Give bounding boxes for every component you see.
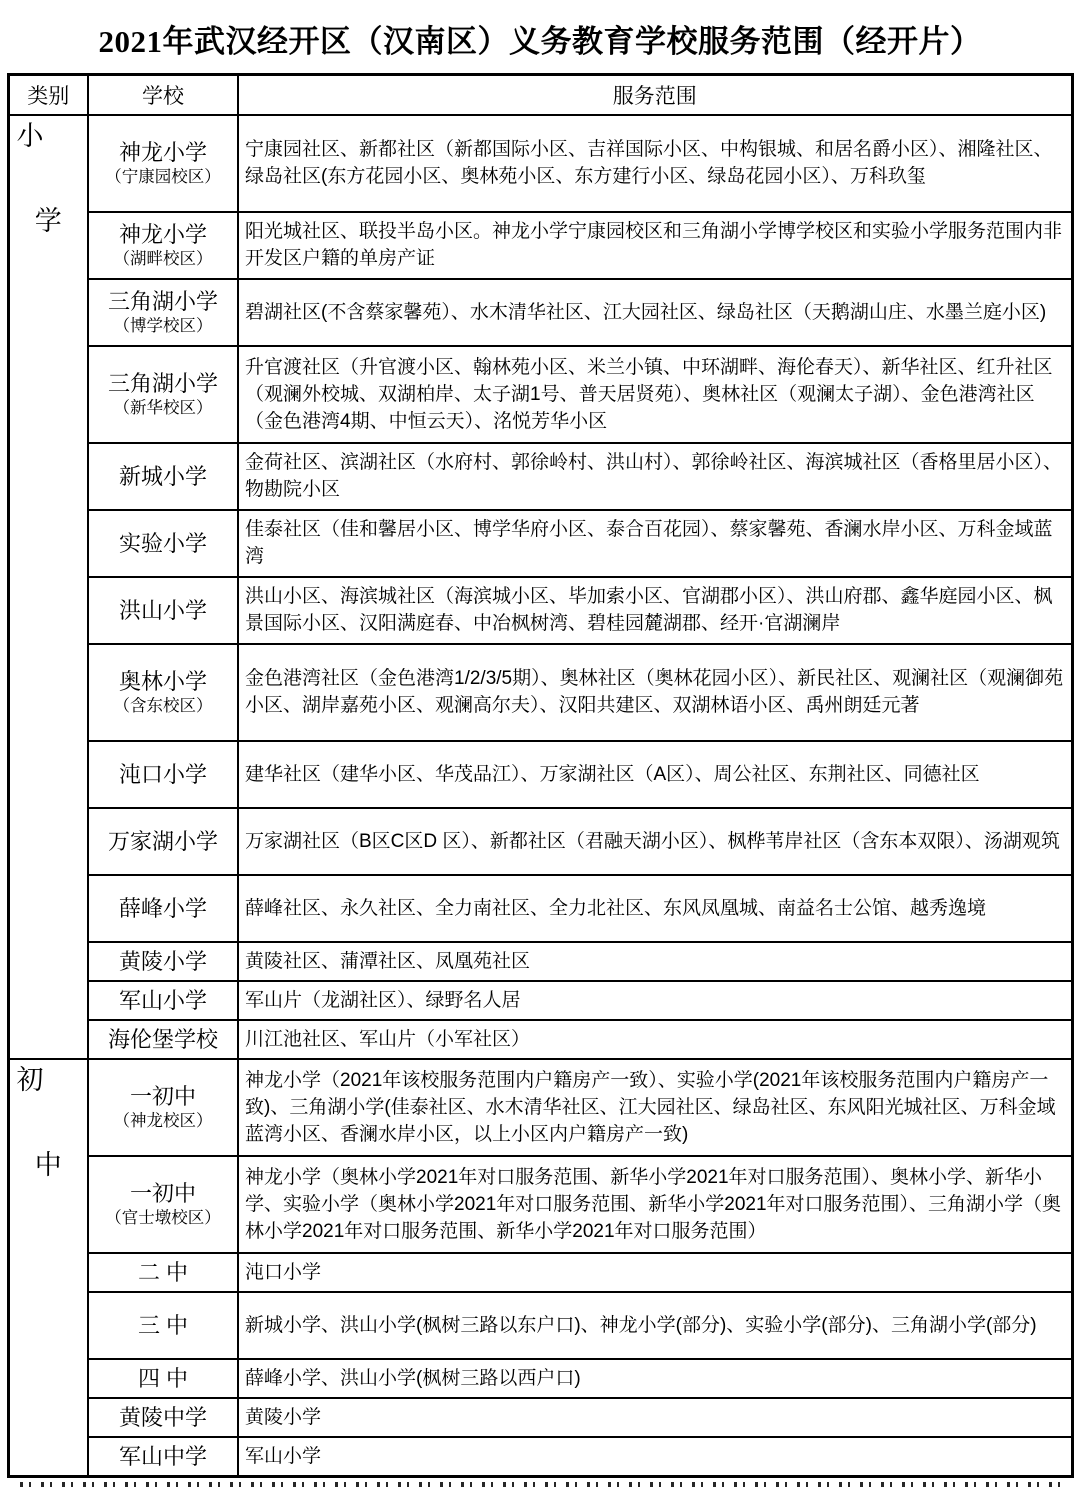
school-name: 黄陵小学 xyxy=(118,948,207,974)
scope-cell: 金色港湾社区（金色港湾1/2/3/5期）、奥林社区（奥林花园小区）、新民社区、观澜社区（观澜御苑小区、湖岸嘉苑小区、观澜高尔夫）、汉阳共建区、双湖林语小区、禹州朗廷元著 xyxy=(238,644,1072,741)
school-campus: （神龙校区） xyxy=(113,1111,213,1130)
school-campus: （含东校区） xyxy=(113,696,213,715)
table-row xyxy=(8,510,1072,577)
table-row xyxy=(8,443,1072,510)
school-cell xyxy=(88,346,238,443)
col-header-school: 学校 xyxy=(88,75,238,116)
school-name: 神龙小学 xyxy=(118,222,207,248)
school-name: 三角湖小学 xyxy=(107,289,218,315)
school-cell xyxy=(88,510,238,577)
scope-cell: 宁康园社区、新都社区（新都国际小区、吉祥国际小区、中构银城、和居名爵小区）、湘隆社区、绿岛社区(东方花园小区、奥林苑小区、东方建行小区、绿岛花园小区）、万科玖玺 xyxy=(238,115,1072,212)
school-name: 二 中 xyxy=(137,1259,189,1285)
scope-cell: 新城小学、洪山小学(枫树三路以东户口)、神龙小学(部分)、实验小学(部分)、三角湖小学(部分) xyxy=(238,1292,1072,1359)
col-header-category: 类别 xyxy=(8,75,88,116)
scope-cell: 建华社区（建华小区、华茂品江）、万家湖社区（A区）、周公社区、东荆社区、同德社区 xyxy=(238,741,1072,808)
school-name: 奥林小学 xyxy=(118,669,207,695)
school-name: 四 中 xyxy=(137,1365,189,1391)
school-name: 新城小学 xyxy=(118,463,207,489)
school-cell xyxy=(88,115,238,212)
scope-cell: 升官渡社区（升官渡小区、翰林苑小区、米兰小镇、中环湖畔、海伦春天）、新华社区、红升社区（观澜外校城、双湖柏岸、太子湖1号、普天居贤苑）、奥林社区（观澜太子湖）、金色港湾社区（金色港湾4期、中恒云天）、洺悦芳华小区 xyxy=(238,346,1072,443)
school-cell xyxy=(88,1292,238,1359)
scope-cell: 神龙小学（2021年该校服务范围内户籍房产一致）、实验小学(2021年该校服务范围内户籍房产一致)、三角湖小学(佳泰社区、水木清华社区、江大园社区、绿岛社区、东风阳光城社区、万科金域蓝湾小区、香澜水岸小区，以上小区内户籍房产一致) xyxy=(238,1059,1072,1156)
school-cell xyxy=(88,1020,238,1059)
header-row xyxy=(8,75,1072,116)
school-cell xyxy=(88,1156,238,1253)
school-name: 黄陵中学 xyxy=(118,1404,207,1430)
school-campus: （博学校区） xyxy=(113,316,213,335)
school-cell xyxy=(88,808,238,875)
scope-cell: 神龙小学（奥林小学2021年对口服务范围、新华小学2021年对口服务范围）、奥林小学、新华小学、实验小学（奥林小学2021年对口服务范围、新华小学2021年对口服务范围）、三角湖小学（奥林小学2021年对口服务范围、新华小学2021年对口服务范围） xyxy=(238,1156,1072,1253)
school-name: 海伦堡学校 xyxy=(107,1026,218,1052)
school-service-table xyxy=(7,73,1074,1478)
school-campus: （宁康园校区） xyxy=(105,167,221,186)
table-row xyxy=(8,212,1072,279)
school-cell xyxy=(88,1059,238,1156)
category-cell-junior xyxy=(8,1059,88,1477)
clipped-footnote-line xyxy=(20,1482,1060,1487)
school-campus: （新华校区） xyxy=(113,398,213,417)
table-row xyxy=(8,279,1072,346)
school-name: 神龙小学 xyxy=(118,140,207,166)
school-cell xyxy=(88,577,238,644)
school-campus: （官士墩校区） xyxy=(105,1208,221,1227)
school-name: 万家湖小学 xyxy=(107,828,218,854)
school-name: 实验小学 xyxy=(118,530,207,556)
table-row xyxy=(8,1359,1072,1398)
table-row xyxy=(8,741,1072,808)
school-name: 一初中 xyxy=(129,1181,196,1207)
category-char: 初 xyxy=(16,1065,44,1095)
school-name: 三 中 xyxy=(137,1312,189,1338)
school-cell xyxy=(88,875,238,942)
scope-cell: 军山片（龙湖社区）、绿野名人居 xyxy=(238,981,1072,1020)
school-cell xyxy=(88,212,238,279)
school-cell xyxy=(88,1253,238,1292)
scope-cell: 黄陵小学 xyxy=(238,1398,1072,1437)
table-row xyxy=(8,808,1072,875)
table-row xyxy=(8,644,1072,741)
school-name: 洪山小学 xyxy=(118,597,207,623)
table-row xyxy=(8,346,1072,443)
category-cell-primary xyxy=(8,115,88,1059)
school-name: 三角湖小学 xyxy=(107,371,218,397)
table-row xyxy=(8,1437,1072,1477)
school-campus: （湖畔校区） xyxy=(113,249,213,268)
document-page xyxy=(0,16,1080,1487)
scope-cell: 佳泰社区（佳和馨居小区、博学华府小区、泰合百花园）、蔡家馨苑、香澜水岸小区、万科金域蓝湾 xyxy=(238,510,1072,577)
col-header-scope: 服务范围 xyxy=(238,75,1072,116)
table-row xyxy=(8,875,1072,942)
school-cell xyxy=(88,279,238,346)
table-row xyxy=(8,1020,1072,1059)
table-row xyxy=(8,1059,1072,1156)
table-row xyxy=(8,1398,1072,1437)
category-char: 学 xyxy=(34,205,62,236)
scope-cell: 阳光城社区、联投半岛小区。神龙小学宁康园校区和三角湖小学博学校区和实验小学服务范围内非开发区户籍的单房产证 xyxy=(238,212,1072,279)
table-row xyxy=(8,981,1072,1020)
scope-cell: 川江池社区、军山片（小军社区） xyxy=(238,1020,1072,1059)
page-title: 2021年武汉经开区（汉南区）义务教育学校服务范围（经开片） xyxy=(98,24,982,59)
table-row xyxy=(8,1156,1072,1253)
table-row xyxy=(8,115,1072,212)
scope-cell: 薛峰小学、洪山小学(枫树三路以西户口) xyxy=(238,1359,1072,1398)
scope-cell: 金荷社区、滨湖社区（水府村、郭徐岭村、洪山村）、郭徐岭社区、海滨城社区（香格里居小区）、物勘院小区 xyxy=(238,443,1072,510)
school-cell xyxy=(88,942,238,981)
school-name: 军山中学 xyxy=(118,1443,207,1469)
school-cell xyxy=(88,981,238,1020)
scope-cell: 军山小学 xyxy=(238,1437,1072,1477)
school-cell xyxy=(88,644,238,741)
table-row xyxy=(8,942,1072,981)
school-cell xyxy=(88,1437,238,1477)
scope-cell: 万家湖社区（B区C区D 区）、新都社区（君融天湖小区）、枫桦苇岸社区（含东本双限）、汤湖观筑 xyxy=(238,808,1072,875)
scope-cell: 黄陵社区、蒲潭社区、凤凰苑社区 xyxy=(238,942,1072,981)
category-char: 中 xyxy=(34,1149,62,1180)
school-name: 沌口小学 xyxy=(118,761,207,787)
school-name: 薛峰小学 xyxy=(118,895,207,921)
school-name: 军山小学 xyxy=(118,987,207,1013)
table-row xyxy=(8,1253,1072,1292)
table-row xyxy=(8,577,1072,644)
school-name: 一初中 xyxy=(129,1084,196,1110)
table-row xyxy=(8,1292,1072,1359)
school-cell xyxy=(88,1359,238,1398)
school-cell xyxy=(88,443,238,510)
school-cell xyxy=(88,1398,238,1437)
scope-cell: 碧湖社区(不含蔡家馨苑）、水木清华社区、江大园社区、绿岛社区（天鹅湖山庄、水墨兰庭小区) xyxy=(238,279,1072,346)
category-char: 小 xyxy=(16,121,44,151)
scope-cell: 沌口小学 xyxy=(238,1253,1072,1292)
school-cell xyxy=(88,741,238,808)
scope-cell: 薛峰社区、永久社区、全力南社区、全力北社区、东风凤凰城、南益名士公馆、越秀逸境 xyxy=(238,875,1072,942)
scope-cell: 洪山小区、海滨城社区（海滨城小区、毕加索小区、官湖郡小区）、洪山府郡、鑫华庭园小区、枫景国际小区、汉阳满庭春、中冶枫树湾、碧桂园麓湖郡、经开·官湖澜岸 xyxy=(238,577,1072,644)
